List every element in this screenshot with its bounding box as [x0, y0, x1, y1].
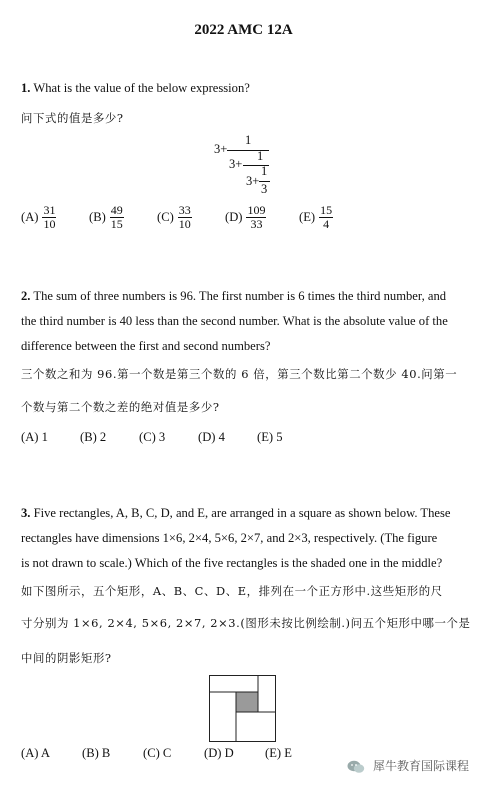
q3-choice-d: (D) D — [204, 746, 234, 760]
expr-term-1: 3+ — [214, 142, 228, 156]
q3-line-3: is not drawn to scale.) Which of the five rectangles is the shaded one in the middle? — [21, 556, 443, 570]
denominator: 4 — [323, 216, 330, 231]
numerator: 31 — [43, 203, 56, 217]
q2-choice-b: (B) 2 — [80, 430, 107, 444]
q1-choice-d — [225, 204, 266, 230]
q1-choice-c — [157, 204, 192, 230]
denominator: 10 — [178, 216, 191, 231]
q3-cn-1: 如下图所示，五个矩形，A、B、C、D、E，排列在一个正方形中.这些矩形的尺 — [21, 584, 443, 598]
expr-one-3: 1 — [261, 164, 268, 178]
choice-label: (B) — [89, 209, 106, 224]
q1-choice-e — [299, 204, 333, 230]
q2-number: 2. — [21, 289, 31, 303]
q2-cn-1: 三个数之和为 96.第一个数是第三个数的 6 倍，第三个数比第二个数少 40.问第一 — [21, 367, 458, 381]
watermark-text: 犀牛教育国际课程 — [372, 759, 469, 773]
expr-one-2: 1 — [257, 149, 264, 163]
denominator: 15 — [110, 216, 123, 231]
numerator: 49 — [110, 203, 123, 217]
q2-choice-e: (E) 5 — [257, 430, 283, 444]
choice-label: (C) — [157, 209, 174, 224]
q1-choice-b — [89, 204, 124, 230]
q2-line-1 — [21, 289, 446, 304]
expr-term-2: 3+ — [229, 157, 243, 171]
q1-number: 1. — [21, 81, 31, 95]
choice-label: (A) — [21, 209, 39, 224]
choice-fraction — [110, 204, 124, 230]
shaded-rectangle — [236, 692, 258, 712]
q2-line-2: the third number is 40 less than the second number. What is the absolute value of the — [21, 314, 448, 328]
expr-term-3: 3+ — [246, 174, 260, 188]
watermark — [347, 757, 469, 774]
q2-line-3: difference between the first and second numbers? — [21, 339, 271, 353]
q2-choice-c: (C) 3 — [139, 430, 166, 444]
choice-fraction — [42, 204, 56, 230]
q3-choice-a: (A) A — [21, 746, 51, 760]
q2-text-1: The sum of three numbers is 96. The first number is 6 times the third number, and — [33, 289, 447, 303]
choice-fraction — [178, 204, 192, 230]
numerator: 33 — [178, 203, 191, 217]
q2-choice-d: (D) 4 — [198, 430, 225, 444]
q2-choice-a: (A) 1 — [21, 430, 48, 444]
wechat-icon — [347, 760, 365, 774]
denominator: 10 — [43, 216, 56, 231]
expr-three: 3 — [261, 182, 268, 196]
q3-line-2: rectangles have dimensions 1×6, 2×4, 5×6, 2×7, and 2×3, respectively. (The figure — [21, 531, 438, 545]
q3-number: 3. — [21, 506, 31, 520]
q2-cn-2: 个数与第二个数之差的绝对值是多少? — [21, 400, 220, 414]
q3-line-1 — [21, 506, 450, 521]
q1-text-en: What is the value of the below expression? — [33, 81, 250, 95]
q3-choice-c: (C) C — [143, 746, 172, 760]
q1-choice-a — [21, 204, 56, 230]
numerator: 109 — [247, 203, 266, 217]
q3-cn-3: 中间的阴影矩形? — [21, 651, 112, 665]
choice-label: (D) — [225, 209, 243, 224]
q1-text-cn: 问下式的值是多少? — [21, 111, 124, 125]
q3-choice-b: (B) B — [82, 746, 111, 760]
page-title: 2022 AMC 12A — [194, 22, 293, 38]
expr-one-1: 1 — [245, 133, 252, 147]
choice-fraction — [319, 204, 333, 230]
q1-text — [21, 81, 250, 96]
q3-cn-2: 寸分别为 1×6, 2×4, 5×6, 2×7, 2×3.(图形未按比例绘制.)问五个矩形中哪一个是 — [21, 616, 471, 630]
choice-label: (E) — [299, 209, 316, 224]
rectangles-square-figure — [209, 675, 277, 743]
q3-text-1: Five rectangles, A, B, C, D, and E, are arranged in a square as shown below. These — [33, 506, 451, 520]
q3-choice-e: (E) E — [265, 746, 292, 760]
numerator: 15 — [320, 203, 333, 217]
choice-fraction — [246, 204, 266, 230]
denominator: 33 — [250, 216, 263, 231]
